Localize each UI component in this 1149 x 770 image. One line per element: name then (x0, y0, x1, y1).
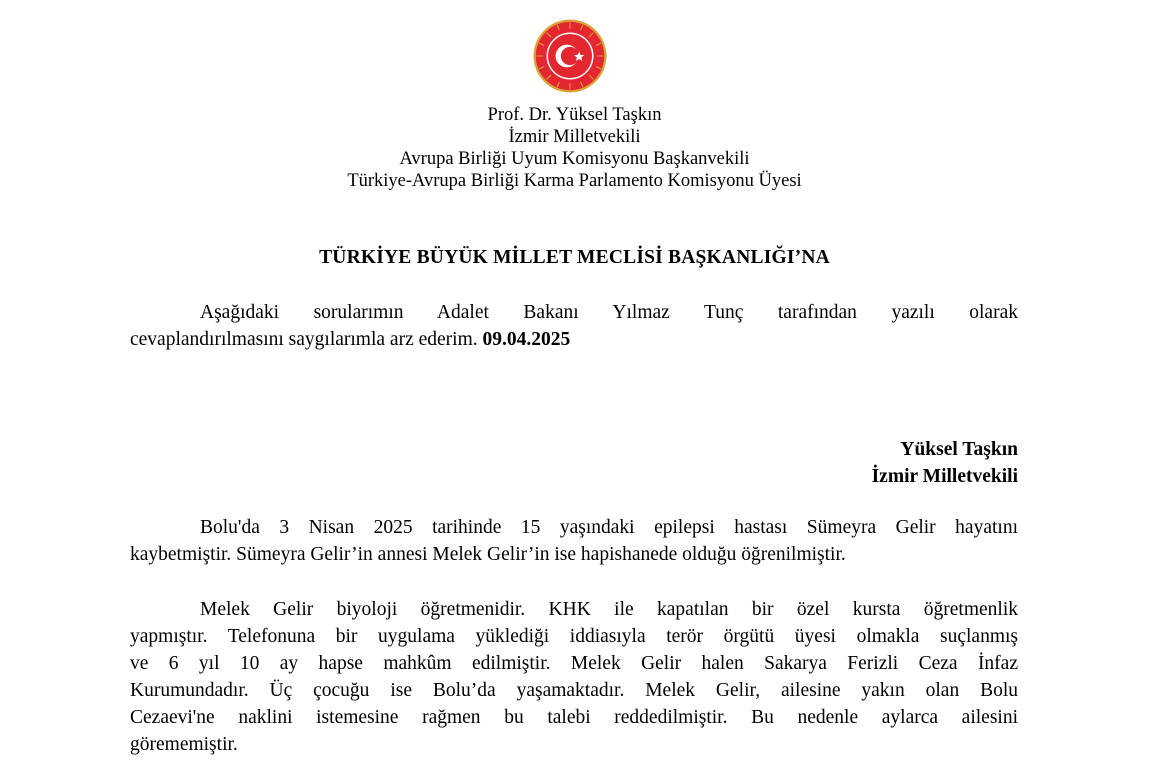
p2-line-5: Cezaevi'ne naklini istemesine rağmen bu talebi reddedilmiştir. Bu nedenle aylarca ailesini (130, 707, 1018, 728)
sender-header (0, 104, 1149, 192)
addressee-heading: TÜRKİYE BÜYÜK MİLLET MECLİSİ BAŞKANLIĞI’NA (319, 247, 830, 268)
intro-line-2-text: cevaplandırılmasını saygılarımla arz ederim. (130, 329, 483, 350)
p2-line-1: Melek Gelir biyoloji öğretmenidir. KHK ile kapatılan bir özel kursta öğretmenlik (200, 599, 1018, 620)
body-paragraph-1 (130, 514, 1018, 568)
p2-line-6: görememiştir. (130, 734, 238, 755)
sender-name: Prof. Dr. Yüksel Taşkın (487, 105, 662, 125)
p2-line-3: ve 6 yıl 10 ay hapse mahkûm edilmiştir. Melek Gelir halen Sakarya Ferizli Ceza İnfaz (130, 653, 1018, 674)
intro-line-2 (130, 326, 1018, 353)
p2-line-2: yapmıştır. Telefonuna bir uygulama yüklediği iddiasıyla terör örgütü üyesi olmakla suçlanmış (130, 626, 1018, 647)
p2-line-4: Kurumundadır. Üç çocuğu ise Bolu’da yaşamaktadır. Melek Gelir, ailesine yakın olan Bolu (130, 680, 1018, 701)
p1-line-2: kaybetmiştir. Sümeyra Gelir’in annesi Melek Gelir’in ise hapishanede olduğu öğrenilmiştir. (130, 544, 846, 565)
sender-title-2: Türkiye-Avrupa Birliği Karma Parlamento Komisyonu Üyesi (347, 171, 802, 191)
signature-block (872, 436, 1018, 490)
intro-paragraph (130, 299, 1018, 353)
p1-line-1: Bolu'da 3 Nisan 2025 tarihinde 15 yaşındaki epilepsi hastası Sümeyra Gelir hayatını (200, 517, 1018, 538)
body-paragraph-2 (130, 596, 1018, 758)
signature-name: Yüksel Taşkın (900, 439, 1018, 460)
request-date: 09.04.2025 (482, 329, 571, 350)
tbmm-emblem-icon (532, 18, 608, 94)
signature-title: İzmir Milletvekili (871, 466, 1018, 487)
sender-title-1: Avrupa Birliği Uyum Komisyonu Başkanvekili (399, 149, 750, 169)
intro-line-1: Aşağıdaki sorularımın Adalet Bakanı Yılmaz Tunç tarafından yazılı olarak (200, 302, 1018, 323)
sender-constituency: İzmir Milletvekili (508, 127, 641, 147)
